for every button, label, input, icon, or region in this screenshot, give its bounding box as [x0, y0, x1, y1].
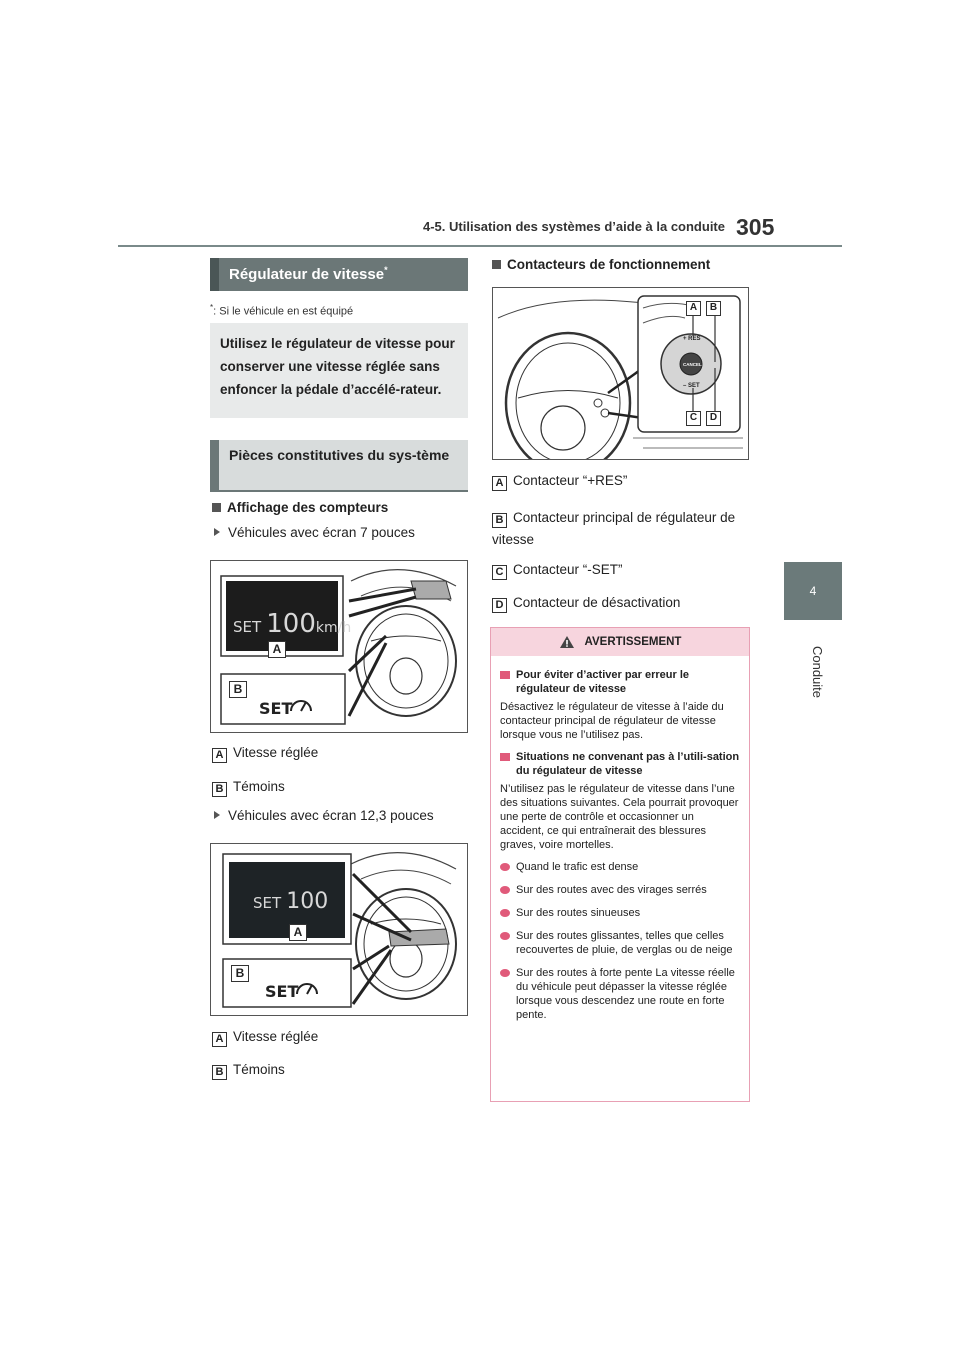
- label-item: [212, 745, 318, 763]
- square-marker: [212, 503, 221, 512]
- switches-heading: [492, 257, 710, 272]
- letter-box: A: [212, 748, 227, 763]
- screen12-readout: [253, 889, 328, 914]
- square-marker: [492, 260, 501, 269]
- res-label: + RES: [683, 336, 701, 342]
- warning-bullet: [500, 906, 740, 920]
- set-label: – SET: [683, 383, 700, 389]
- label-text: Vitesse réglée: [233, 745, 319, 760]
- label-text: Témoins: [233, 1062, 285, 1077]
- bullet-dot: [500, 886, 510, 894]
- label-item: [212, 1062, 285, 1080]
- cancel-label: CANCEL: [683, 362, 702, 367]
- warning-title: AVERTISSEMENT: [584, 636, 682, 648]
- label-item: [492, 507, 747, 551]
- bullet-text: Sur des routes sinueuses: [516, 907, 641, 919]
- intro-box: Utilisez le régulateur de vitesse pour conserver une vitesse réglée sans enfoncer la pédale d’accélé-rateur.: [210, 323, 468, 418]
- warning-bullet: [500, 860, 740, 874]
- callout-d: D: [706, 411, 721, 426]
- triangle-marker: [214, 811, 220, 819]
- label-text: Contacteur “-SET”: [513, 562, 623, 577]
- callout-b-12: B: [231, 965, 249, 982]
- warning-bullet: [500, 929, 740, 957]
- figure-12inch-display: [210, 843, 468, 1016]
- screen7-set-text: SET: [233, 618, 262, 636]
- bullet-dot: [500, 863, 510, 871]
- section-heading-asterisk: *: [384, 265, 388, 275]
- section-heading-text: Régulateur de vitesse: [229, 266, 385, 283]
- callout-b-7: B: [229, 681, 247, 698]
- screen12-speed: 100: [286, 889, 329, 914]
- screen7-readout: [233, 609, 351, 639]
- label-item: [212, 1029, 318, 1047]
- bullet-text: Sur des routes glissantes, telles que celles recouvertes de pluie, de verglas ou de neige: [516, 930, 733, 956]
- chapter-tab: 4: [784, 562, 842, 620]
- callout-b: B: [706, 301, 721, 316]
- page-number: 305: [736, 214, 775, 240]
- screen7-speed: 100: [266, 609, 316, 639]
- label-text: Contacteur de désactivation: [513, 595, 681, 610]
- bullet-dot: [500, 969, 510, 977]
- parts-heading: Pièces constitutives du sys-tème: [210, 440, 468, 492]
- warning-subheading-text: Situations ne convenant pas à l’utili-sation du régulateur de vitesse: [516, 751, 740, 777]
- screen12-heading-text: Véhicules avec écran 12,3 pouces: [228, 808, 434, 823]
- warning-bullet: [500, 883, 740, 897]
- warning-paragraph: Désactivez le régulateur de vitesse à l’aide du contacteur principal de régulateur de vitesse lorsque vous ne l’utilisez pas.: [500, 701, 724, 741]
- callout-a-7: A: [268, 641, 286, 658]
- switches-heading-text: Contacteurs de fonctionnement: [507, 257, 711, 272]
- display-heading: [212, 500, 388, 515]
- bullet-text: Sur des routes à forte pente La vitesse réelle du véhicule peut dépasser la vitesse réglée lorsque vous descendez une route en forte pente.: [516, 967, 735, 1021]
- bullet-text: Sur des routes avec des virages serrés: [516, 884, 707, 896]
- callout-c: C: [686, 411, 701, 426]
- indicator7-set: SET: [259, 699, 293, 718]
- square-marker: [500, 753, 510, 761]
- warning-subheading-text: Pour éviter d’activer par erreur le régulateur de vitesse: [516, 669, 690, 695]
- label-item: [212, 779, 285, 797]
- figure-7inch-display: [210, 560, 468, 733]
- figure-12inch-svg: [211, 844, 467, 1015]
- label-text: Vitesse réglée: [233, 1029, 319, 1044]
- letter-box: B: [212, 782, 227, 797]
- chapter-label: Conduite: [810, 645, 825, 699]
- triangle-marker: [214, 528, 220, 536]
- footnote-text: : Si le véhicule en est équipé: [213, 305, 354, 318]
- screen7-heading: [214, 525, 415, 540]
- footnote-mark: *: [210, 303, 214, 312]
- screen7-heading-text: Véhicules avec écran 7 pouces: [228, 525, 415, 540]
- screen12-set-text: SET: [253, 894, 282, 912]
- label-item: [492, 595, 680, 613]
- letter-box: A: [212, 1032, 227, 1047]
- screen12-heading: [214, 808, 434, 823]
- label-text: Contacteur “+RES”: [513, 473, 628, 488]
- letter-box: D: [492, 598, 507, 613]
- warning-paragraph: N’utilisez pas le régulateur de vitesse dans l’une des situations suivantes. Cela pourrait provoquer une perte de contrôle et occasionner un accident, ce qui entraînerait des blessures graves, voire mortelles.: [500, 783, 739, 851]
- label-text: Contacteur principal de régulateur de vitesse: [492, 510, 736, 547]
- indicator12-set: SET: [265, 982, 299, 1001]
- warning-icon: [559, 635, 575, 649]
- warning-box: [490, 627, 750, 1102]
- label-text: Témoins: [233, 779, 285, 794]
- bullet-dot: [500, 909, 510, 917]
- letter-box: B: [212, 1065, 227, 1080]
- label-item: [492, 473, 627, 491]
- bullet-dot: [500, 932, 510, 940]
- label-item: [492, 562, 623, 580]
- letter-box: C: [492, 565, 507, 580]
- section-heading: [210, 258, 468, 291]
- figure-7inch-svg: [211, 561, 467, 732]
- warning-subheading: [500, 750, 740, 778]
- warning-bullet: [500, 966, 740, 1022]
- display-heading-text: Affichage des compteurs: [227, 500, 389, 515]
- footnote: [210, 303, 353, 318]
- screen7-unit: km/h: [315, 620, 352, 636]
- section-title: 4-5. Utilisation des systèmes d’aide à la conduite: [423, 219, 725, 234]
- figure-steering-switches: [492, 287, 749, 460]
- letter-box: B: [492, 513, 507, 528]
- letter-box: A: [492, 476, 507, 491]
- header-rule: [118, 245, 842, 247]
- square-marker: [500, 671, 510, 679]
- callout-a: A: [686, 301, 701, 316]
- warning-body: [491, 656, 749, 1022]
- warning-subheading: [500, 668, 740, 696]
- bullet-text: Quand le trafic est dense: [516, 861, 639, 873]
- warning-header: [491, 628, 749, 656]
- callout-a-12: A: [289, 924, 307, 941]
